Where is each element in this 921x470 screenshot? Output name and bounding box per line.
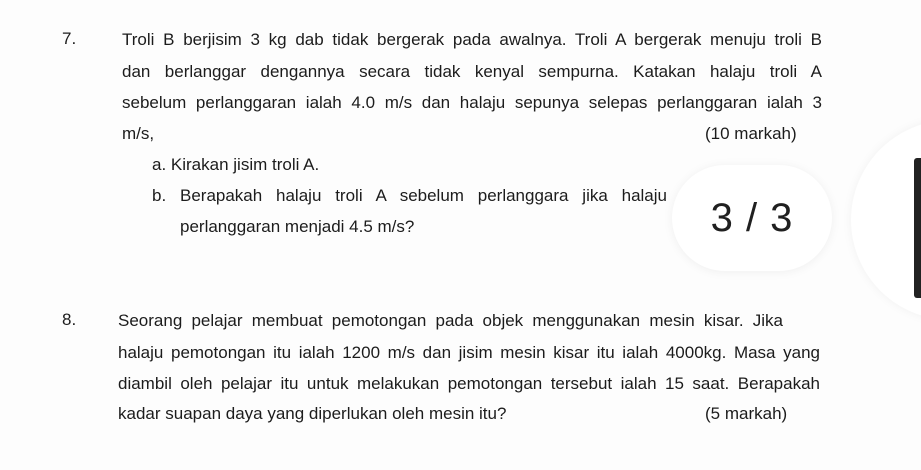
question-8-line-1: Seorang pelajar membuat pemotongan pada objek menggunakan mesin kisar. Jika xyxy=(118,311,783,330)
question-7-line-3: sebelum perlanggaran ialah 4.0 m/s dan halaju sepunya selepas perlanggaran ialah 3 xyxy=(122,93,822,112)
question-8-line-3: diambil oleh pelajar itu untuk melakukan pemotongan tersebut ialah 15 saat. Berapakah xyxy=(118,374,820,393)
question-7-part-b-line-2: perlanggaran menjadi 4.5 m/s? xyxy=(180,217,415,236)
scroll-handle-edge[interactable] xyxy=(914,158,921,298)
question-7-part-a: a. Kirakan jisim troli A. xyxy=(152,155,320,174)
question-7-number: 7. xyxy=(62,29,77,48)
page-indicator-label: 3 / 3 xyxy=(710,195,794,240)
question-7-line-2: dan berlanggar dengannya secara tidak kenyal sempurna. Katakan halaju troli A xyxy=(122,62,822,81)
question-8-line-2: halaju pemotongan itu ialah 1200 m/s dan jisim mesin kisar itu ialah 4000kg. Masa yang xyxy=(118,343,820,362)
question-7-marks: (10 markah) xyxy=(705,124,797,143)
question-8-marks: (5 markah) xyxy=(705,404,788,423)
question-7-line-4: m/s, xyxy=(122,124,155,143)
question-8-line-4: kadar suapan daya yang diperlukan oleh mesin itu? xyxy=(118,404,507,423)
question-7-line-1: Troli B berjisim 3 kg dab tidak bergerak pada awalnya. Troli A bergerak menuju troli B xyxy=(122,30,822,49)
page-indicator xyxy=(672,165,832,271)
question-8-number: 8. xyxy=(62,310,77,329)
question-7-part-b-line-1: b. Berapakah halaju troli A sebelum perlanggara jika halaju xyxy=(152,186,667,205)
